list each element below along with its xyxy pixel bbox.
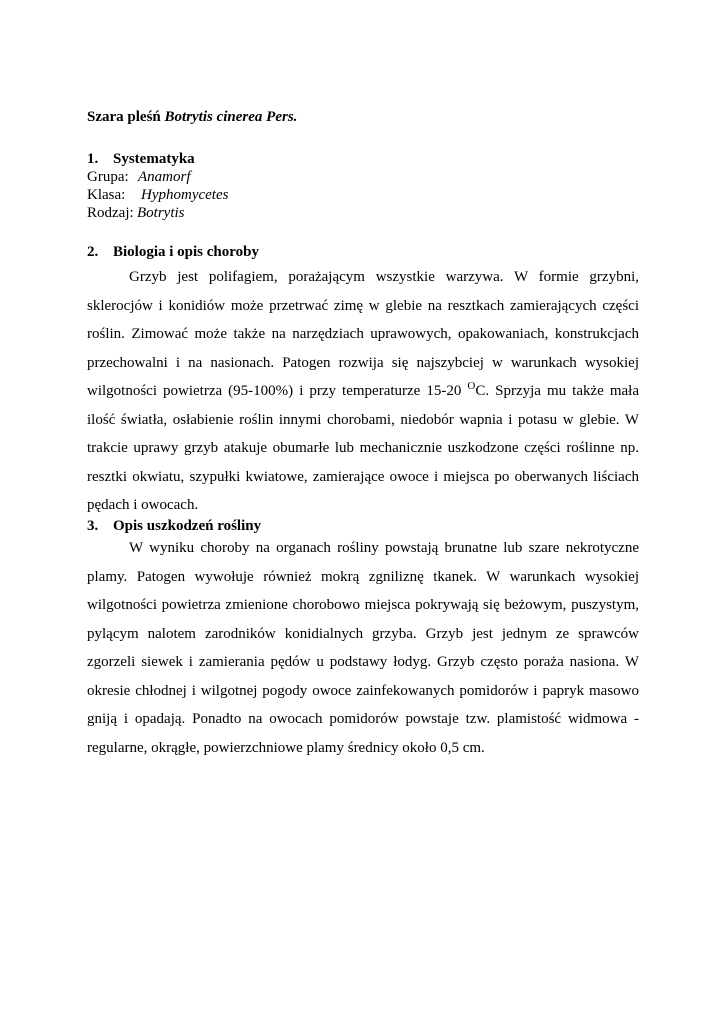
systematics-value: Botrytis xyxy=(137,205,185,221)
biology-text-part2: C. Sprzyja mu także mała ilość światła, osłabienie roślin innymi chorobami, niedobór wapnia i potasu w glebie. W trakcie uprawy grzyb atakuje obumarłe lub mechanicznie uszkodzone części roślinne np. resztki okwiatu, szypułki kwiatowe, zamierające owoce i miejsca po oberwanych liściach pędach i owocach. xyxy=(87,383,639,513)
section-heading-systematyka xyxy=(87,149,195,169)
biology-paragraph xyxy=(87,263,639,520)
biology-text-part1: Grzyb jest polifagiem, porażającym wszystkie warzywa. W formie grzybni, sklerocjów i konidiów może przetrwać zimę w glebie na resztkach zamierających części roślin. Zimować może także na narzędziach uprawowych, opakowaniach, konstrukcjach przechowalni i na nasionach. Patogen rozwija się najszybciej w warunkach wysokiej wilgotności powietrza (95-100%) i przy temperaturze 15-20 xyxy=(87,269,639,399)
damage-paragraph: W wyniku choroby na organach rośliny powstają brunatne lub szare nekrotyczne plamy. Patogen wywołuje również mokrą zgniliznę tkanek. W warunkach wysokiej wilgotności powietrza zmienione chorobowo miejsca pokrywają się beżowym, puszystym, pylącym nalotem zarodników konidialnych grzyba. Grzyb jest jednym ze sprawców zgorzeli siewek i zamierania pędów u podstawy łodyg. Grzyb często poraża nasiona. W okresie chłodnej i wilgotnej pogody owoce zainfekowanych pomidorów i papryk masowo gniją i opadają. Ponadto na owocach pomidorów powstaje tzw. plamistość widmowa - regularne, okrągłe, powierzchniowe plamy średnicy około 0,5 cm. xyxy=(87,540,639,756)
systematics-row-klasa xyxy=(87,186,228,204)
title-common-name: Szara pleśń xyxy=(87,109,165,125)
systematics-value: Anamorf xyxy=(138,169,191,185)
systematics-label: Klasa: xyxy=(87,187,126,203)
systematics-label: Rodzaj: xyxy=(87,205,134,221)
systematics-row-grupa xyxy=(87,168,228,186)
section-number: 1. xyxy=(87,151,99,167)
section-number: 2. xyxy=(87,244,99,260)
section-title: Systematyka xyxy=(113,151,195,167)
systematics-row-rodzaj xyxy=(87,204,228,222)
systematics-label: Grupa: xyxy=(87,169,129,185)
section-heading-biologia xyxy=(87,242,259,262)
degree-superscript: O xyxy=(467,380,476,392)
document-title xyxy=(87,107,297,127)
title-latin-name: Botrytis cinerea Pers. xyxy=(164,109,298,125)
section-heading-opis-uszkodzen xyxy=(87,516,261,536)
systematics-value: Hyphomycetes xyxy=(141,187,229,203)
section-title: Biologia i opis choroby xyxy=(113,244,260,260)
section-number: 3. xyxy=(87,518,99,534)
systematics-list xyxy=(87,168,228,222)
section-title: Opis uszkodzeń rośliny xyxy=(113,518,262,534)
